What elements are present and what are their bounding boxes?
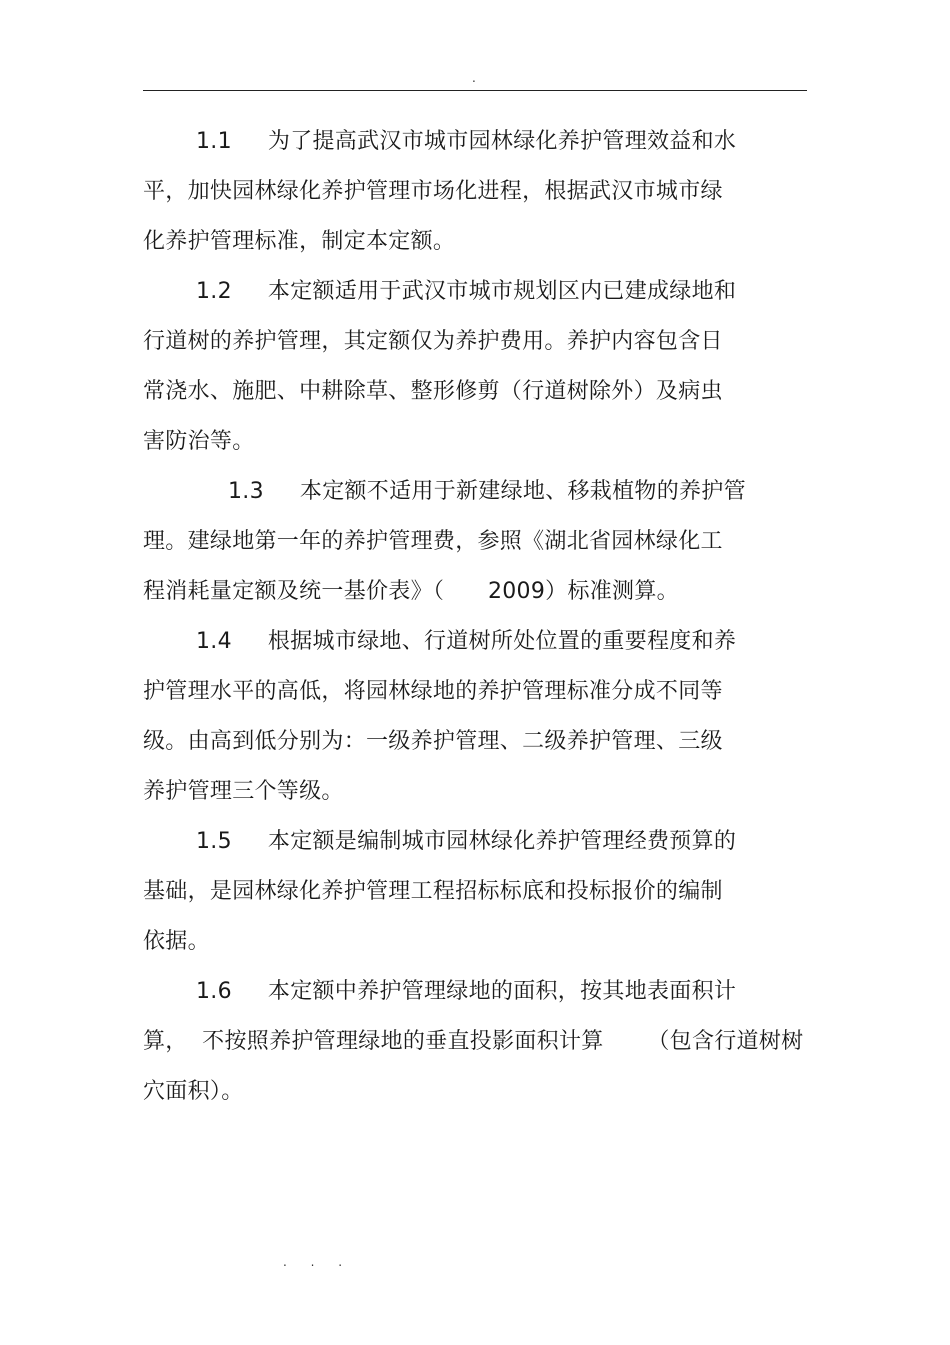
paragraph-1-5-line-3: 依据。 bbox=[143, 929, 210, 954]
header-rule bbox=[143, 90, 807, 91]
paragraph-number: 1.3 bbox=[228, 479, 264, 504]
paragraph-1-6-line-1: 1.6 本定额中养护管理绿地的面积，按其地表面积计 bbox=[196, 977, 736, 1007]
paragraph-1-1-line-3: 化养护管理标准，制定本定额。 bbox=[143, 229, 456, 254]
paragraph-number: 1.6 bbox=[196, 979, 232, 1004]
paragraph-1-1-line-1: 1.1 为了提高武汉市城市园林绿化养护管理效益和水 bbox=[196, 127, 736, 157]
paragraph-1-6-line-2: 算， 不按照养护管理绿地的垂直投影面积计算 （包含行道树树 bbox=[143, 1029, 804, 1054]
paragraph-number: 1.4 bbox=[196, 629, 232, 654]
paragraph-1-2-line-1: 1.2 本定额适用于武汉市城市规划区内已建成绿地和 bbox=[196, 277, 736, 307]
paragraph-1-4-line-3: 级。由高到低分别为：一级养护管理、二级养护管理、三级 bbox=[143, 729, 723, 754]
paragraph-1-2-line-4: 害防治等。 bbox=[143, 429, 255, 454]
paragraph-number: 1.2 bbox=[196, 279, 232, 304]
paragraph-number: 1.1 bbox=[196, 129, 232, 154]
paragraph-1-5-line-2: 基础，是园林绿化养护管理工程招标标底和投标报价的编制 bbox=[143, 879, 723, 904]
paragraph-1-4-line-1: 1.4 根据城市绿地、行道树所处位置的重要程度和养 bbox=[196, 627, 736, 657]
footer-mark: . . . bbox=[283, 1255, 353, 1269]
header-mark: . bbox=[472, 71, 476, 85]
paragraph-1-6-line-3: 穴面积）。 bbox=[143, 1079, 244, 1104]
paragraph-1-3-line-3: 程消耗量定额及统一基价表》（ 2009）标准测算。 bbox=[143, 579, 679, 604]
paragraph-1-3-line-2: 理。建绿地第一年的养护管理费，参照《湖北省园林绿化工 bbox=[143, 529, 723, 554]
paragraph-1-3-line-1: 1.3 本定额不适用于新建绿地、移栽植物的养护管 bbox=[228, 477, 746, 507]
paragraph-1-2-line-3: 常浇水、施肥、中耕除草、整形修剪（行道树除外）及病虫 bbox=[143, 379, 723, 404]
paragraph-1-5-line-1: 1.5 本定额是编制城市园林绿化养护管理经费预算的 bbox=[196, 827, 736, 857]
paragraph-number: 1.5 bbox=[196, 829, 232, 854]
paragraph-1-1-line-2: 平，加快园林绿化养护管理市场化进程，根据武汉市城市绿 bbox=[143, 179, 723, 204]
paragraph-1-2-line-2: 行道树的养护管理，其定额仅为养护费用。养护内容包含日 bbox=[143, 329, 723, 354]
paragraph-1-4-line-2: 护管理水平的高低，将园林绿地的养护管理标准分成不同等 bbox=[143, 679, 723, 704]
paragraph-1-4-line-4: 养护管理三个等级。 bbox=[143, 779, 344, 804]
